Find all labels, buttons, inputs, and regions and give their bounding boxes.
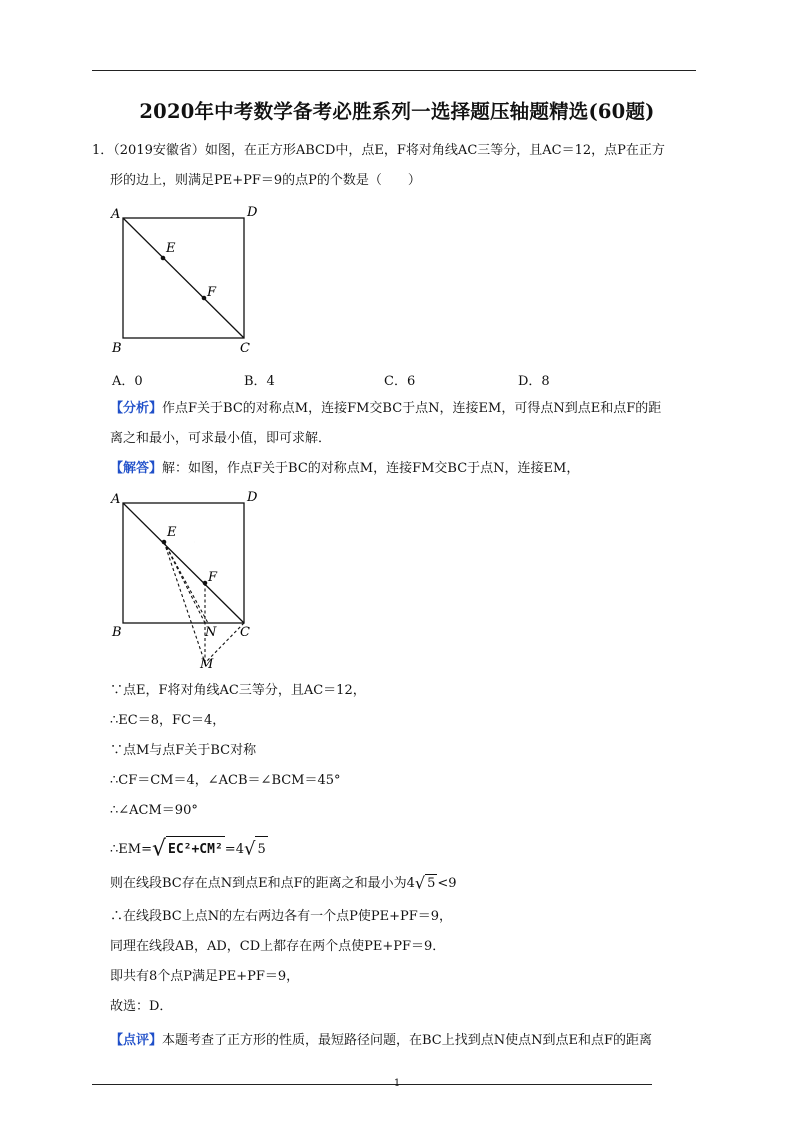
label-b: B (112, 341, 122, 356)
em-result-sqrt: √ 5 (244, 836, 268, 863)
min-sum-line (110, 874, 457, 893)
label-m: M (200, 657, 214, 672)
em-result-radicand: 5 (255, 836, 267, 863)
solution-step-5: ∴∠ACM＝90° (110, 803, 198, 818)
option-b: B．4 (244, 374, 275, 389)
solution-tag: 【解答】 (110, 461, 163, 476)
diagonal-ac (123, 218, 244, 338)
label-c-2: C (240, 625, 250, 640)
solution-intro-text: 解：如图，作点F关于BC的对称点M，连接FM交BC于点N，连接EM， (162, 461, 580, 476)
em-formula (110, 836, 268, 863)
em-result: =4 (224, 842, 244, 857)
analysis-line-1 (110, 400, 661, 418)
diagonal-ac-2 (123, 503, 244, 623)
analysis-tag: 【分析】 (110, 401, 163, 416)
em-radicand: EC²+CM² (166, 836, 225, 863)
solution-after-4: 故选：D． (110, 999, 173, 1014)
solution-step-3: ∵点M与点F关于BC对称 (110, 743, 257, 758)
label-f: F (207, 285, 217, 300)
question-text-1: （2019安徽省）如图，在正方形ABCD中，点E，F将对角线AC三等分，且AC＝12，点P在正方 (113, 143, 665, 158)
em-prefix: ∴EM= (110, 842, 152, 857)
min-sqrt: √ 5 (414, 873, 436, 893)
label-e-2: E (167, 525, 177, 540)
label-a-2: A (111, 492, 121, 507)
question-number: 1． (92, 143, 114, 158)
label-b-2: B (112, 625, 122, 640)
solution-after-2: 同理在线段AB，AD，CD上都存在两个点使PE+PF＝9． (110, 939, 446, 954)
comment-tag: 【点评】 (110, 1033, 163, 1048)
analysis-line-2: 离之和最小，可求最小值，即可求解． (110, 431, 332, 446)
min-suffix: <9 (437, 876, 457, 891)
label-f-2: F (208, 570, 218, 585)
min-radicand: 5 (427, 876, 436, 891)
option-a: A．0 (112, 374, 143, 389)
min-prefix: 则在线段BC存在点N到点E和点F的距离之和最小为4 (110, 876, 415, 891)
solution-step-4: ∴CF＝CM＝4，∠ACB＝∠BCM＝45° (110, 773, 341, 788)
label-n: N (205, 625, 217, 640)
point-f (202, 296, 207, 301)
label-e: E (166, 241, 176, 256)
page-number: 1 (393, 1078, 401, 1089)
solution-intro (110, 460, 579, 478)
solution-step-2: ∴EC＝8，FC＝4， (110, 713, 226, 728)
point-e (161, 256, 166, 261)
label-c: C (240, 341, 250, 356)
figure-square-2 (108, 486, 268, 672)
dashed-construction (164, 542, 244, 663)
question-line-2: 形的边上，则满足PE+PF＝9的点P的个数是（ ） (110, 173, 421, 188)
solution-after-1: ∴在线段BC上点N的左右两边各有一个点P使PE+PF＝9， (110, 909, 453, 924)
question-line-1 (92, 142, 665, 160)
analysis-text-1: 作点F关于BC的对称点M，连接FM交BC于点N，连接EM，可得点N到点E和点F的距 (162, 401, 662, 416)
header-rule (92, 70, 696, 71)
comment-line (110, 1032, 652, 1050)
solution-after-3: 即共有8个点P满足PE+PF＝9， (110, 969, 300, 984)
option-d: D．8 (518, 374, 550, 389)
label-d-2: D (247, 490, 258, 505)
label-d: D (247, 205, 258, 220)
comment-text: 本题考查了正方形的性质，最短路径问题，在BC上找到点N使点N到点E和点F的距离 (162, 1033, 653, 1048)
page-title: 2020年中考数学备考必胜系列一选择题压轴题精选(60题) (139, 100, 655, 123)
figure-square-1 (108, 200, 268, 358)
solution-step-1: ∵点E，F将对角线AC三等分，且AC＝12， (110, 683, 366, 698)
em-sqrt: √ EC²+CM² (151, 836, 223, 862)
option-c: C．6 (384, 374, 416, 389)
label-a: A (111, 207, 121, 222)
dashed-e-n (164, 542, 208, 623)
